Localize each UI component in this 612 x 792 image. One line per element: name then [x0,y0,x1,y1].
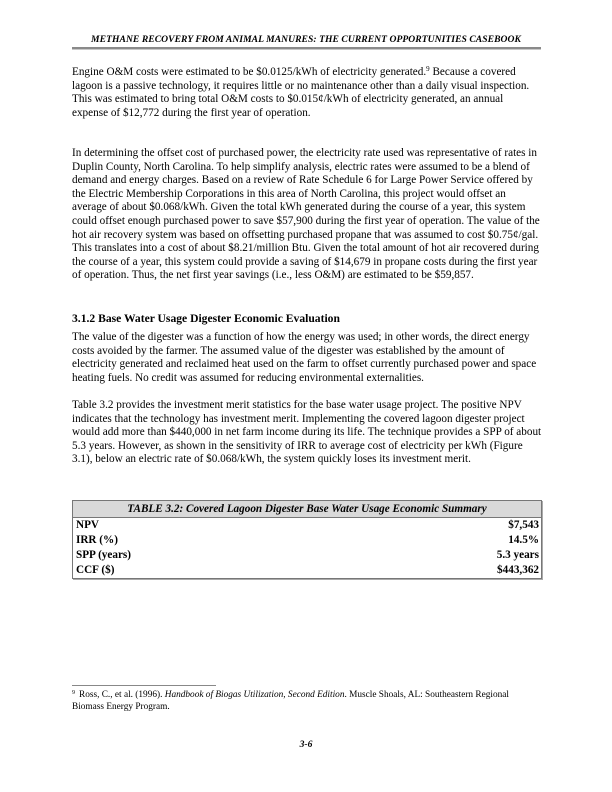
paragraph-text: Because a covered lagoon is a passive technology, it requires little or no maintenance other than a daily visual inspection. This was estimated to bring total O&M costs to $0.015¢/kWh of electricity generated, an annual expense of $12,772 during the first year of operation. [72,66,530,119]
table-caption: TABLE 3.2: Covered Lagoon Digester Base Water Usage Economic Summary [73,501,541,518]
table-row-spp [73,548,541,563]
page-number: 3-6 [299,739,313,750]
row-value: 14.5% [508,534,539,546]
table-row-irr [73,533,541,548]
footnote-authors: Ross, C., et al. (1996). [79,690,165,700]
row-label: IRR (%) [76,534,118,546]
table-row-npv [73,518,541,533]
row-value: 5.3 years [496,549,539,561]
paragraph-digester-value [72,331,542,385]
paragraph-text: Engine O&M costs were estimated to be $0.0125/kWh of electricity generated. [72,66,427,78]
row-label: NPV [76,519,99,531]
economic-summary-table [72,500,542,579]
paragraph-text: Table 3.2 provides the investment merit statistics for the base water usage project. The positive NPV indicates that the technology has investment merit. Implementing the covered lagoon digester project would add more than $440,000 in net farm income during its life. The technique provides a SPP of about 5.3 years. However, as shown in the sensitivity of IRR to average cost of electricity per kWh (Figure 3.1), below an electric rate of $0.068/kWh, the system quickly loses its investment merit. [72,399,542,466]
paragraph-investment-merit [72,399,542,467]
footnote-reference[interactable]: 9 [426,65,430,73]
row-value: $7,543 [508,519,539,531]
table-row-ccf [73,563,541,578]
row-label: SPP (years) [76,549,131,561]
paragraph-text: The value of the digester was a function of how the energy was used; in other words, the direct energy costs avoided by the farmer. The assumed value of the digester was established by the amount of electricity generated and reclaimed heat used on the farm to offset currently purchased power and space heating fuels. No credit was assumed for reducing environmental externalities. [72,331,537,384]
footnote [72,689,542,713]
paragraph-om-costs [72,66,542,120]
footnote-book-title: Handbook of Biogas Utilization, Second Edition [164,690,345,700]
footnote-publisher: . Muscle Shoals, AL: Southeastern Regional Biomass Energy Program. [72,690,509,712]
row-label: CCF ($) [76,564,115,576]
paragraph-offset-cost [72,147,542,283]
footnote-separator [72,685,216,686]
paragraph-text: In determining the offset cost of purchased power, the electricity rate used was representative of rates in Duplin County, North Carolina. To help simplify analysis, electric rates were assumed to be a blend of demand and energy charges. Based on a review of Rate Schedule 6 for Large Power Service offered by the Electric Membership Corporations in this area of North Carolina, this project would offset an average of about $0.068/kWh. Given the total kWh generated during the course of a year, this system could offset enough purchased power to save $57,900 during the first year of operation. The value of the hot air recovery system was based on offsetting purchased propane that was assumed to cost $0.75¢/gal. This translates into a cost of about $8.21/million Btu. Given the total amount of hot air recovered during the course of a year, this system could provide a saving of $14,679 in propane costs during the first year of operation. Thus, the net first year savings (i.e., less O&M) are estimated to be $59,857. [72,147,540,282]
footnote-number: 9 [72,690,75,696]
section-heading: 3.1.2 Base Water Usage Digester Economic Evaluation [72,312,340,325]
running-header: METHANE RECOVERY FROM ANIMAL MANURES: THE CURRENT OPPORTUNITIES CASEBOOK [91,34,521,45]
row-value: $443,362 [497,564,539,576]
header-rule [72,47,541,50]
